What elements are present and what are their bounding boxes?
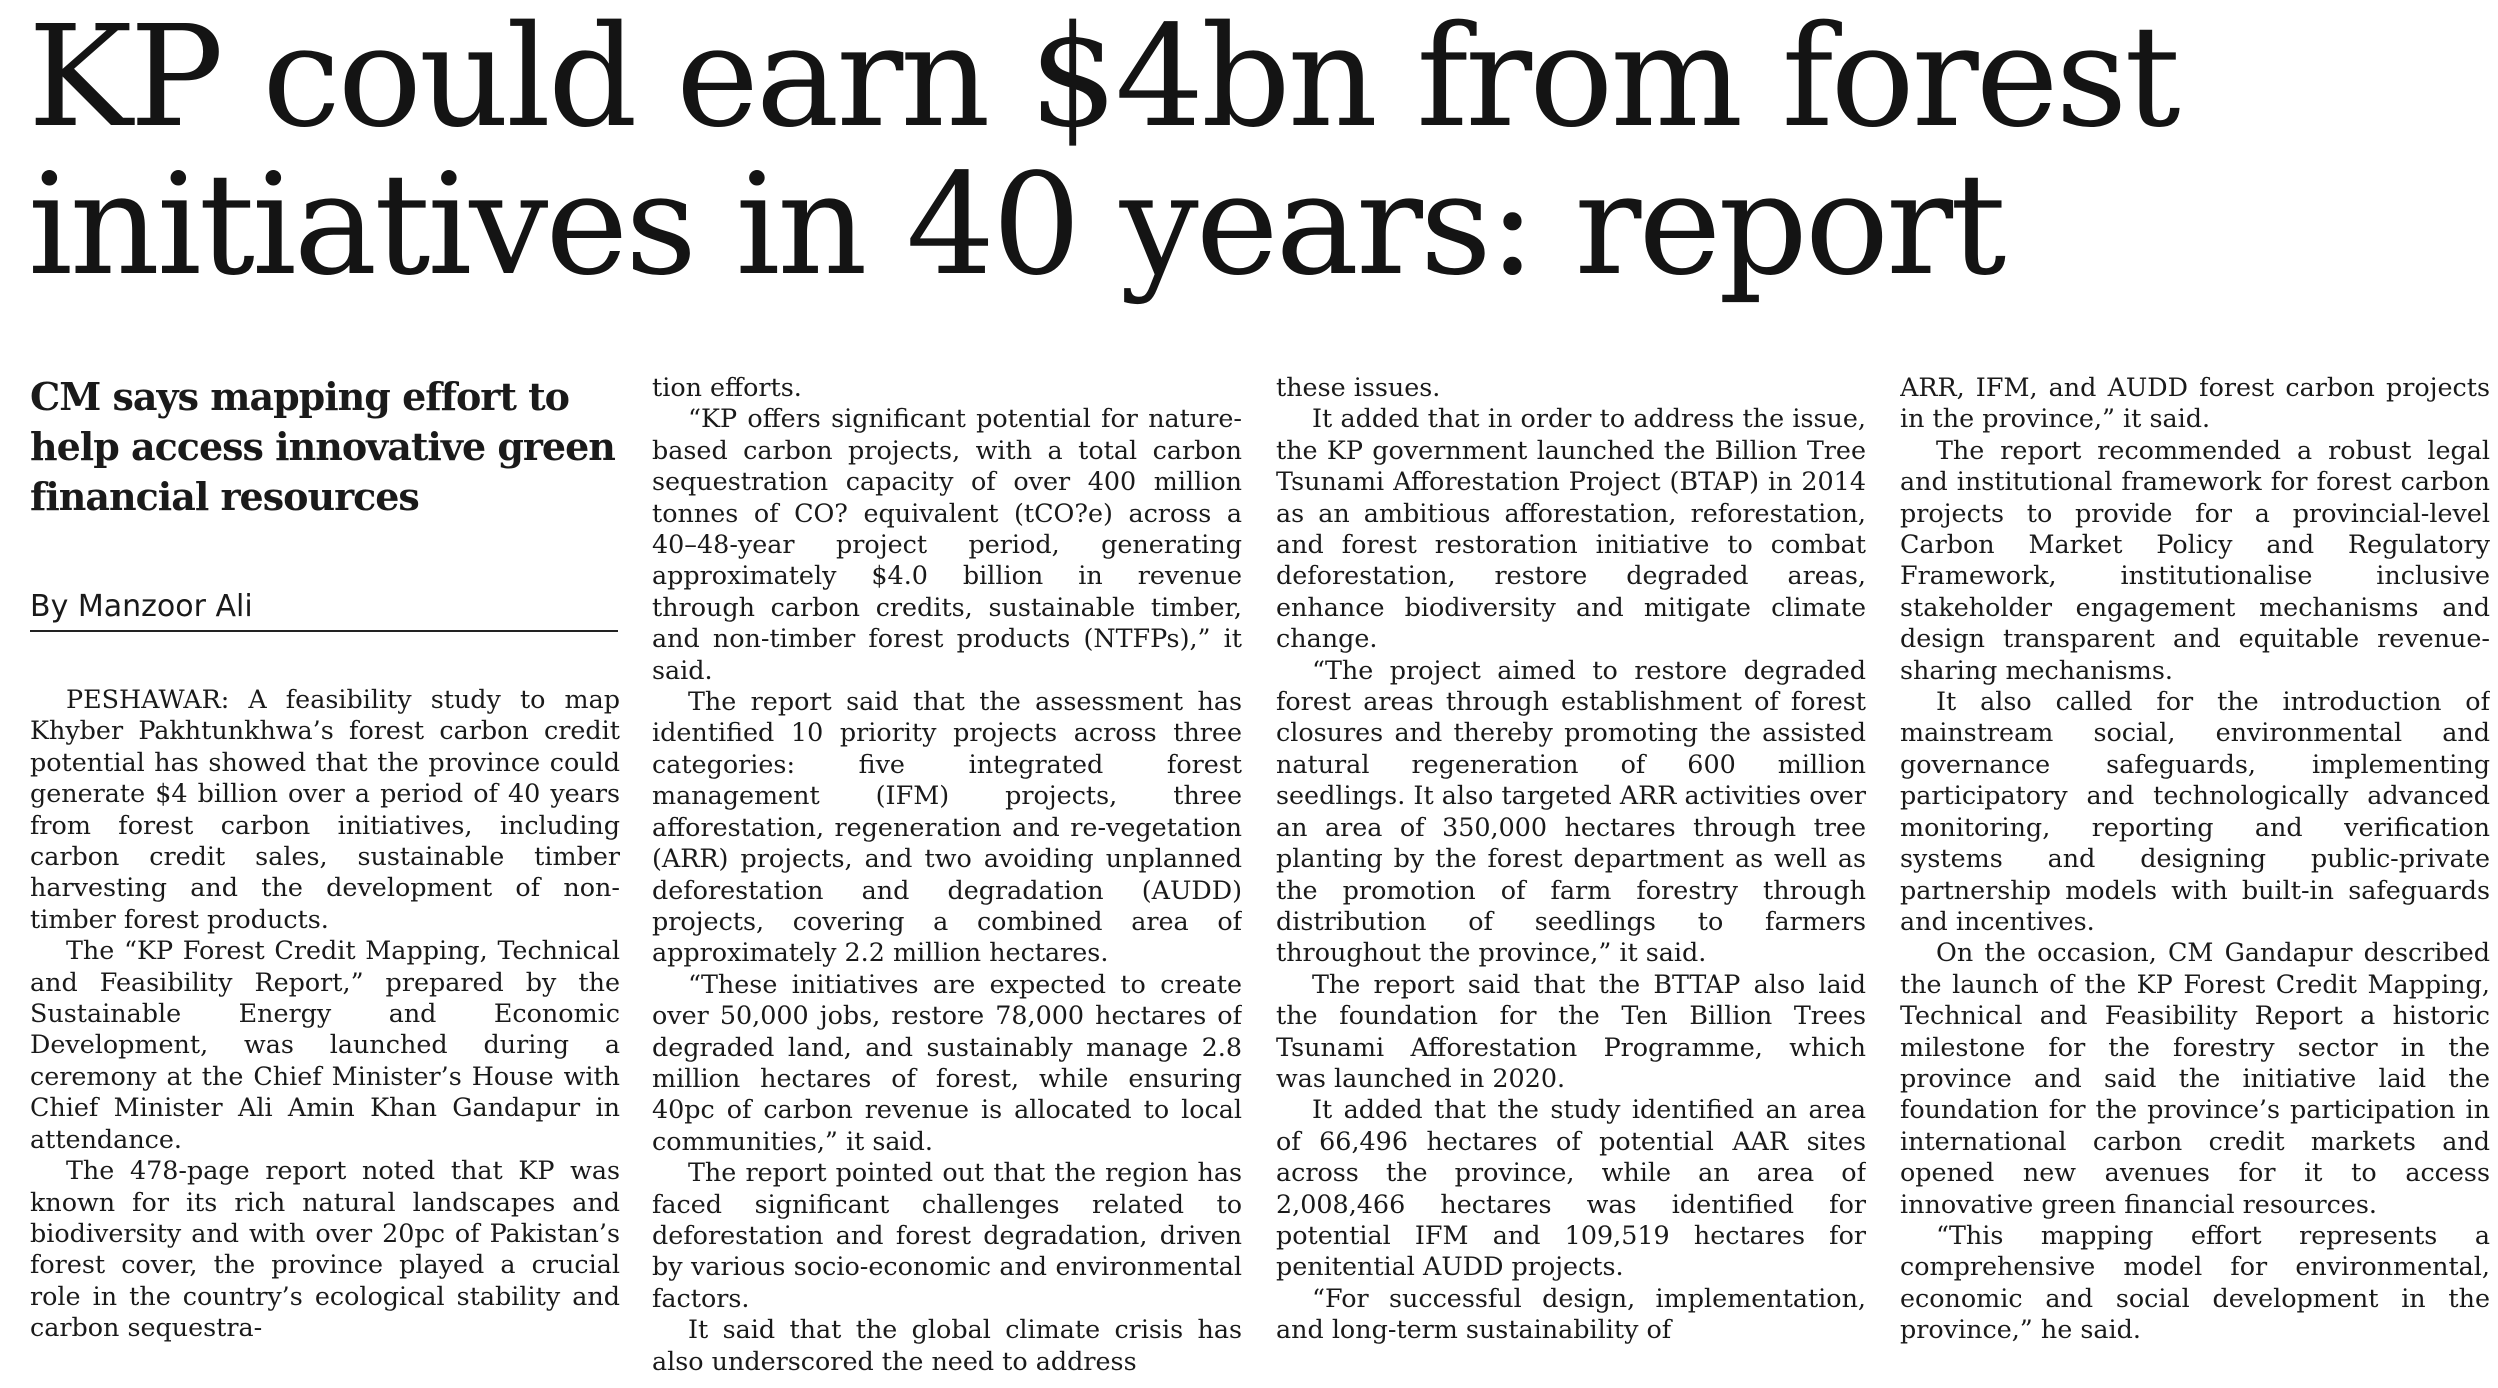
paragraph: The report said that the assessment has identified 10 priority projects across three categories: five integrated forest management (IFM) projects, three afforestation, regeneration and re-vegetation (ARR) projects, and two avoiding unplanned deforestation and degradation (AUDD) projects, covering a combined area of approximately 2.2 million hectares. xyxy=(652,686,1242,968)
paragraph-continued: ARR, IFM, and AUDD forest carbon projects in the province,” it said. xyxy=(1900,372,2490,434)
paragraph: The 478-page report noted that KP was known for its rich natural landscapes and biodiversity and with over 20pc of Pakistan’s forest cover, the province played a crucial role in the country’s ecological stability and carbon sequestra- xyxy=(30,1155,620,1343)
byline: By Manzoor Ali xyxy=(30,589,253,624)
article-column-3 xyxy=(1276,372,1866,1376)
paragraph: It said that the global climate crisis has also underscored the need to address xyxy=(652,1314,1242,1376)
paragraph-continued: tion efforts. xyxy=(652,372,802,402)
paragraph: “KP offers significant potential for nature-based carbon projects, with a total carbon sequestration capacity of over 400 million tonnes of CO? equivalent (tCO?e) across a 40–48-year project period, generating approximately $4.0 billion in revenue through carbon credits, sustainable timber, and non-timber forest products (NTFPs),” it said. xyxy=(652,403,1242,685)
paragraph: The report recommended a robust legal and institutional framework for forest carbon projects to provide for a provincial-level Carbon Market Policy and Regulatory Framework, institutionalise inclusive stakeholder engagement mechanisms and design transparent and equitable revenue-sharing mechanisms. xyxy=(1900,434,2490,685)
paragraph: “The project aimed to restore degraded forest areas through establishment of forest closures and thereby promoting the assisted natural regeneration of 600 million seedlings. It also targeted ARR activities over an area of 350,000 hectares through tree planting by the forest department as well as the promotion of farm forestry through distribution of seedlings to farmers throughout the province,” it said. xyxy=(1276,654,1866,968)
article-column-1 xyxy=(30,684,620,1374)
paragraph: “These initiatives are expected to create over 50,000 jobs, restore 78,000 hectares of degraded land, and sustainably manage 2.8 million hectares of forest, while ensuring 40pc of carbon revenue is allocated to local communities,” it said. xyxy=(652,968,1242,1156)
paragraph: The report said that the BTTAP also laid the foundation for the Ten Billion Trees Tsunami Afforestation Programme, which was launched in 2020. xyxy=(1276,968,1866,1093)
article-column-2 xyxy=(652,372,1242,1376)
deck-subheadline: CM says mapping effort to help access innovative green financial resources xyxy=(30,374,615,519)
paragraph: It added that in order to address the issue, the KP government launched the Billion Tree Tsunami Afforestation Project (BTAP) in 2014 as an ambitious afforestation, reforestation, and forest restoration initiative to combat deforestation, restore degraded areas, enhance biodiversity and mitigate climate change. xyxy=(1276,403,1866,654)
paragraph: It also called for the introduction of mainstream social, environmental and governance safeguards, implementing participatory and technologically advanced monitoring, reporting and verification systems and designing public-private partnership models with built-in safeguards and incentives. xyxy=(1900,686,2490,936)
paragraph-continued: these issues. xyxy=(1276,372,1441,402)
byline-divider xyxy=(30,630,618,632)
paragraph: It added that the study identified an area of 66,496 hectares of potential AAR sites across the province, while an area of 2,008,466 hectares was identified for potential IFM and 109,519 hectares for penitential AUDD projects. xyxy=(1276,1094,1866,1282)
paragraph: “For successful design, implementation, and long-term sustainability of xyxy=(1276,1282,1866,1345)
paragraph: On the occasion, CM Gandapur described the launch of the KP Forest Credit Mapping, Technical and Feasibility Report a historic milestone for the forestry sector in the province and said the initiative laid the foundation for the province’s participation in international carbon credit markets and opened new avenues for it to access innovative green financial resources. xyxy=(1900,937,2490,1219)
paragraph: The “KP Forest Credit Mapping, Technical and Feasibility Report,” prepared by the Sustainable Energy and Economic Development, was launched during a ceremony at the Chief Minister’s House with Chief Minister Ali Amin Khan Gandapur in attendance. xyxy=(30,935,620,1154)
paragraph: The report pointed out that the region has faced significant challenges related to deforestation and forest degradation, driven by various socio-economic and environmental factors. xyxy=(652,1157,1242,1313)
paragraph: PESHAWAR: A feasibility study to map Khyber Pakhtunkhwa’s forest carbon credit potential has showed that the province could generate $4 billion over a period of 40 years from forest carbon initiatives, including carbon credit sales, sustainable timber harvesting and the development of non-timber forest products. xyxy=(30,684,620,934)
article-column-4 xyxy=(1900,372,2490,1376)
paragraph: “This mapping effort represents a comprehensive model for environmental, economic and social development in the province,” he said. xyxy=(1900,1219,2490,1345)
headline: KP could earn $4bn from forest initiatives in 40 years: report xyxy=(28,0,2178,307)
